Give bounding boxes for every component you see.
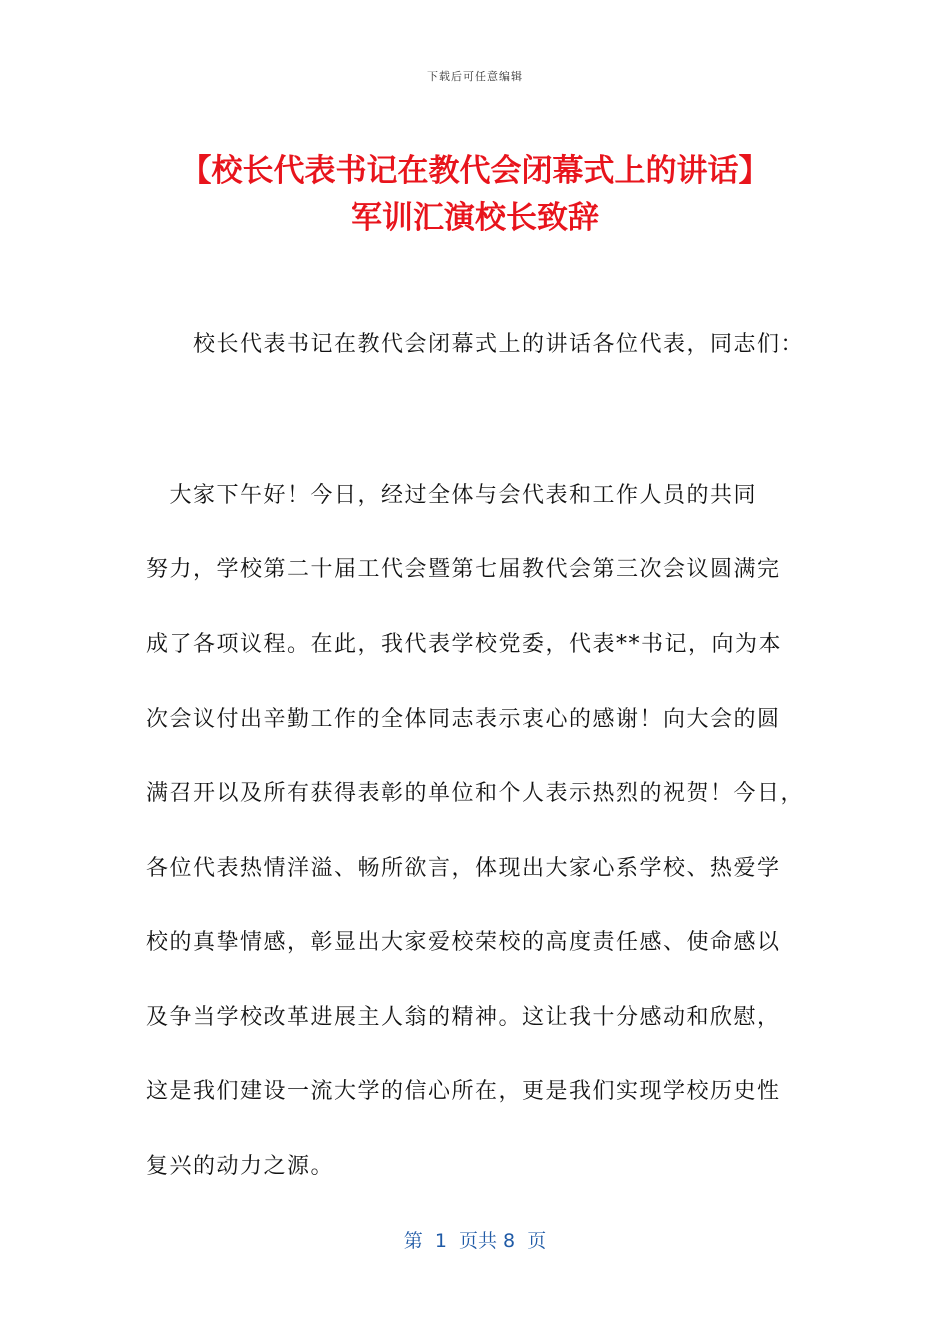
body-line: 满召开以及所有获得表彰的单位和个人表示热烈的祝贺！今日， [146,781,805,806]
body-line: 这是我们建设一流大学的信心所在，更是我们实现学校历史性 [146,1079,781,1104]
body-line: 各位代表热情洋溢、畅所欲言，体现出大家心系学校、热爱学 [146,856,781,881]
body-line: 次会议付出辛勤工作的全体同志表示衷心的感谢！向大会的圆 [146,707,781,732]
document-title [0,148,950,242]
body-line: 校的真挚情感，彰显出大家爱校荣校的高度责任感、使命感以 [146,930,781,955]
title-line-1: 【校长代表书记在教代会闭幕式上的讲话】 [180,153,770,189]
salutation: 校长代表书记在教代会闭幕式上的讲话各位代表，同志们： [193,332,805,357]
page-number: 第 1 页共 8 页 [403,1230,547,1252]
header-note: 下载后可任意编辑 [427,70,523,83]
title-line-2: 军训汇演校长致辞 [351,200,599,236]
body-line: 成了各项议程。在此，我代表学校党委，代表**书记，向为本 [146,632,783,657]
body-line: 及争当学校改革进展主人翁的精神。这让我十分感动和欣慰， [146,1005,781,1030]
body-line: 努力，学校第二十届工代会暨第七届教代会第三次会议圆满完 [146,557,781,582]
body-line: 大家下午好！今日，经过全体与会代表和工作人员的共同 [146,483,758,508]
body-line: 复兴的动力之源。 [146,1154,335,1179]
